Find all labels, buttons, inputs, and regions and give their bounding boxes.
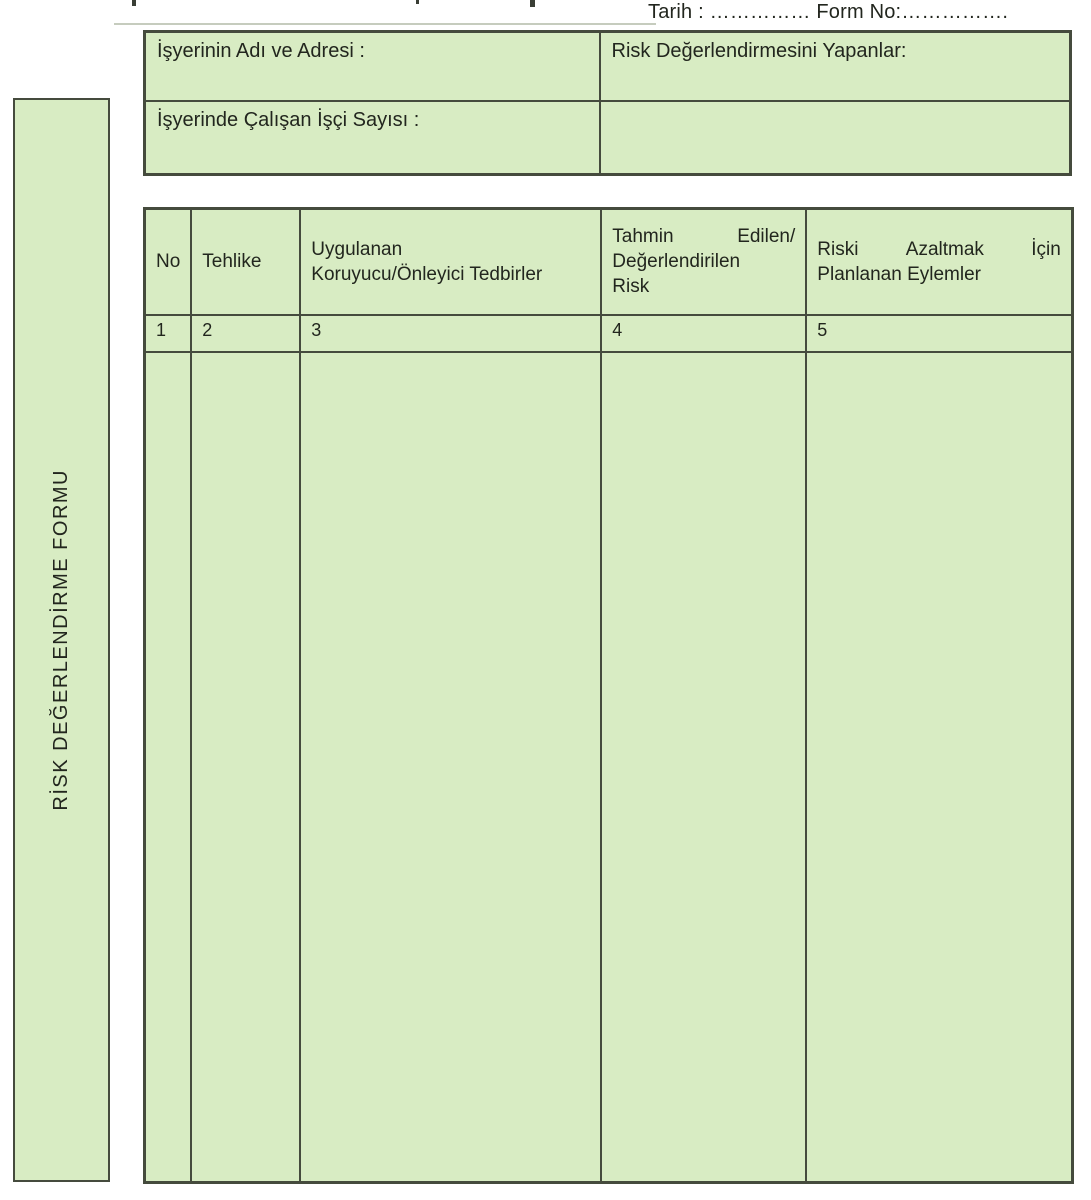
cropped-row-edge-line [114,23,656,25]
table-row [145,32,1071,101]
column-number-cell: 3 [300,315,601,352]
info-cell-assessors-blank [600,101,1071,175]
table-header-row [145,209,1073,315]
info-cell-assessors: Risk Değerlendirmesini Yapanlar: [600,32,1071,101]
risk-assessment-table [143,207,1074,1184]
empty-data-cell [145,352,192,1183]
form-title-sidebar [13,98,110,1182]
table-row [145,352,1073,1183]
column-number-cell: 4 [601,315,806,352]
cropped-text-fragment [530,0,535,7]
empty-data-cell [601,352,806,1183]
header-tahmin-edilen-risk: Tahmin Edilen/ Değerlendirilen Risk [601,209,806,315]
info-cell-workplace-name-address: İşyerinin Adı ve Adresi : [145,32,600,101]
column-number-cell: 2 [191,315,300,352]
column-number-cell: 1 [145,315,192,352]
table-row [145,101,1071,175]
cropped-text-fragment [132,0,136,6]
date-form-no-line: Tarih : …………… Form No:……………. [648,1,1009,23]
empty-data-cell [300,352,601,1183]
column-number-cell: 5 [806,315,1072,352]
empty-data-cell [806,352,1072,1183]
workplace-info-table [143,30,1072,176]
column-number-row [145,315,1073,352]
header-uygulanan-tedbirler: Uygulanan Koruyucu/Önleyici Tedbirler [300,209,601,315]
empty-data-cell [191,352,300,1183]
vertical-form-title: RİSK DEĞERLENDİRME FORMU [50,469,72,811]
header-no: No [145,209,192,315]
header-planlanan-eylemler: Riski Azaltmak İçin Planlanan Eylemler [806,209,1072,315]
header-tehlike: Tehlike [191,209,300,315]
cropped-text-fragment [416,0,419,4]
info-cell-worker-count: İşyerinde Çalışan İşçi Sayısı : [145,101,600,175]
